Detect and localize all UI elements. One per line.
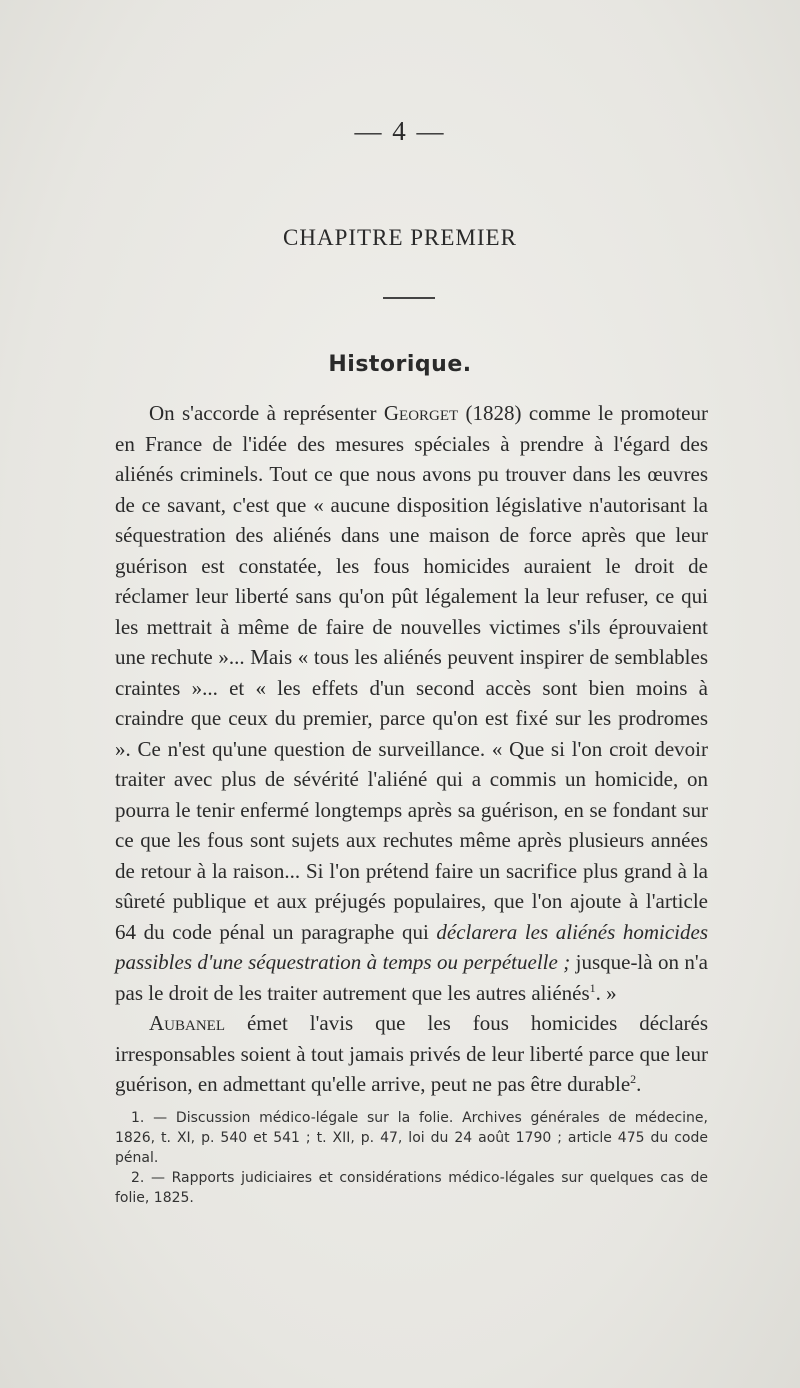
author-name-aubanel: Aubanel bbox=[149, 1011, 225, 1035]
chapter-heading: CHAPITRE PREMIER bbox=[283, 225, 517, 250]
paragraph-1-middle: (1828) comme le promoteur en France de l'idée des mesures spéciales à prendre à l'égard des aliénés criminels. Tout ce que nous avons pu trouver dans les œuvres de ce savant, c'est que « aucune disposition législative n'autorisant la séquestration des aliénés dans une maison de force après que leur guérison est constatée, les fous homicides auraient le droit de réclamer leur liberté sans qu'on pût légalement la leur refuser, ce qui les mettrait à même de faire de nouvelles victimes s'ils éprouvaient une rechute »... Mais « tous les aliénés peuvent inspirer de semblables craintes »... et « les effets d'un second accès sont bien moins à craindre que ceux du premier, parce qu'on est fixé sur les prodromes ». Ce n'est qu'une question de surveillance. « Que si l'on croit devoir traiter avec plus de sévérité l'aliéné qui a commis un homicide, on pourra le tenir enfermé longtemps après sa guérison, en se fondant sur ce que les fous sont sujets aux rechutes même après plusieurs années de retour à la raison... Si l'on prétend faire un sacrifice plus grand à la sûreté publique et aux préjugés populaires, que l'on ajoute à l'article 64 du code pénal un paragraphe qui bbox=[115, 401, 708, 944]
footnote-ref-2: 2 bbox=[630, 1072, 637, 1086]
paragraph-1 bbox=[115, 398, 708, 1008]
paragraph-1-start: On s'accorde à représenter bbox=[149, 401, 384, 425]
section-title: Historique. bbox=[328, 352, 472, 377]
paragraph-2 bbox=[115, 1008, 708, 1100]
body-text bbox=[115, 398, 708, 1100]
page-number: — 4 — bbox=[354, 116, 446, 146]
author-name-georget: Georget bbox=[383, 401, 459, 425]
paragraph-2-text: émet l'avis que les fous homicides déclarés irresponsables soient à tout jamais privés de leur liberté parce que leur guérison, en admettant qu'elle arrive, peut ne pas être durable bbox=[115, 1011, 708, 1096]
italic-quote: déclarera les aliénés homicides passibles d'une séquestration à temps ou perpétuelle ; bbox=[115, 919, 708, 974]
footnote-2: 2. — Rapports judiciaires et considérations médico-légales sur quelques cas de folie, 1825. bbox=[115, 1170, 708, 1206]
footnotes bbox=[115, 1108, 708, 1208]
footnote-1: 1. — Discussion médico-légale sur la folie. Archives générales de médecine, 1826, t. XI, p. 540 et 541 ; t. XII, p. 47, loi du 24 août 1790 ; article 475 du code pénal. bbox=[115, 1110, 708, 1166]
paragraph-1-end: jusque-là on n'a pas le droit de les traiter autrement que les autres aliénés bbox=[115, 950, 708, 1005]
paragraph-2-close: . bbox=[636, 1072, 642, 1096]
paragraph-1-close: . » bbox=[595, 980, 617, 1005]
separator-rule bbox=[383, 297, 435, 299]
footnote-ref-1: 1 bbox=[589, 980, 596, 995]
